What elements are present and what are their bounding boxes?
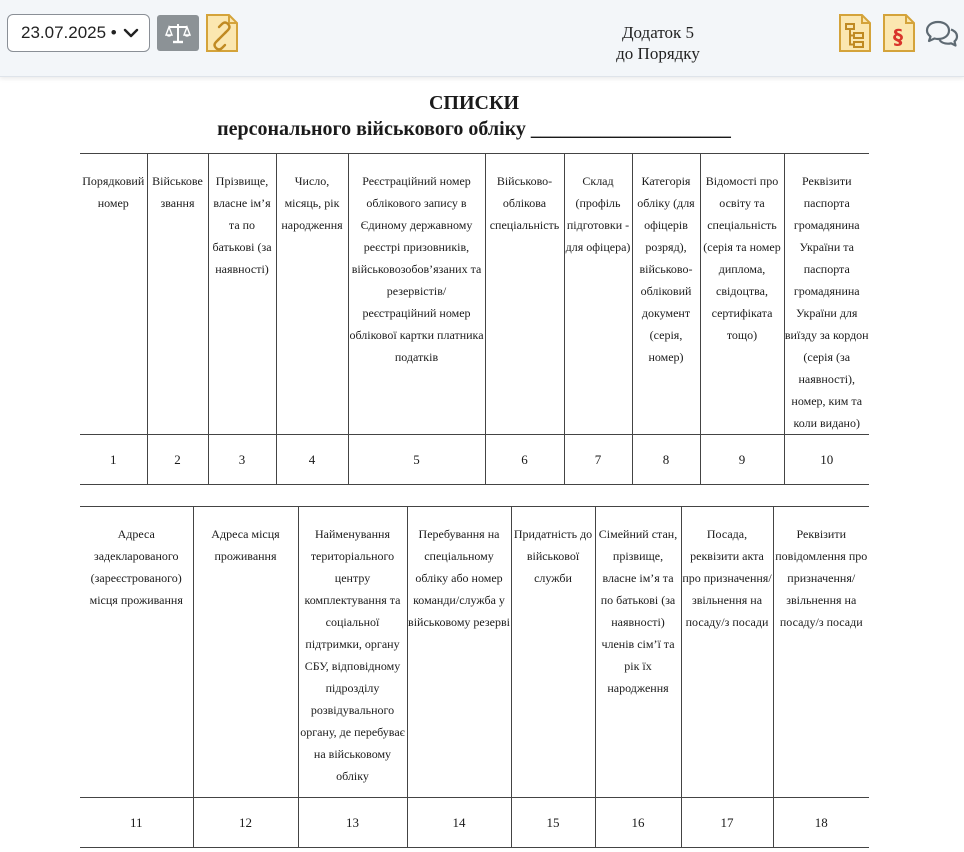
column-header: Військове звання <box>147 154 208 435</box>
chevron-down-icon <box>122 24 140 42</box>
column-header: Прізвище, власне ім’я та по батькові (за наявності) <box>208 154 276 435</box>
appendix-reference <box>560 22 756 64</box>
document-subtitle: персонального військового обліку ____________________ <box>217 118 731 140</box>
table-header-row <box>80 154 869 435</box>
column-number: 8 <box>632 435 700 485</box>
document-title: СПИСКИ <box>428 92 520 114</box>
column-number: 15 <box>511 798 595 848</box>
column-header: Порядковий номер <box>80 154 147 435</box>
column-number: 14 <box>407 798 511 848</box>
column-number: 5 <box>348 435 485 485</box>
column-header: Відомості про освіту та спеціальність (серія та номер диплома, свідоцтва, сертифіката тощо) <box>700 154 784 435</box>
column-number: 13 <box>298 798 407 848</box>
column-number: 9 <box>700 435 784 485</box>
register-table-part-1 <box>80 153 869 485</box>
column-number: 1 <box>80 435 147 485</box>
column-number: 2 <box>147 435 208 485</box>
column-header: Категорія обліку (для офіцерів розряд), військово-обліковий документ (серія, номер) <box>632 154 700 435</box>
column-header: Посада, реквізити акта про призначення/ звільнення на посаду/з посади <box>681 507 773 798</box>
column-number: 4 <box>276 435 348 485</box>
scale-icon <box>165 21 191 45</box>
column-header: Військово-облікова спеціальність <box>485 154 564 435</box>
column-number: 16 <box>595 798 681 848</box>
structure-tree-document-icon[interactable] <box>838 13 872 53</box>
scale-button[interactable] <box>157 15 199 51</box>
column-header: Сімейний стан, прізвище, власне ім’я та по батькові (за наявності) членів сім’ї та рік їх народження <box>595 507 681 798</box>
link-document-icon[interactable] <box>205 13 239 53</box>
column-header: Адреса задекларованого (зареєстрованого) місця проживання <box>80 507 193 798</box>
toolbar <box>0 0 964 77</box>
appendix-line-2: до Порядку <box>616 44 700 63</box>
column-number: 11 <box>80 798 193 848</box>
column-header: Адреса місця проживання <box>193 507 298 798</box>
column-number: 6 <box>485 435 564 485</box>
register-table-part-2 <box>80 506 869 848</box>
column-number: 18 <box>773 798 869 848</box>
column-number: 17 <box>681 798 773 848</box>
svg-text:§: § <box>893 25 903 49</box>
table-header-row <box>80 507 869 798</box>
column-header: Склад (профіль підготовки - для офіцера) <box>564 154 632 435</box>
column-header: Реєстраційний номер облікового запису в Єдиному державному реєстрі призовників, військовозобов’язаних та резервістів/ реєстраційний номер облікової картки платника податків <box>348 154 485 435</box>
column-number-row <box>80 798 869 848</box>
column-number: 10 <box>784 435 869 485</box>
column-header: Найменування територіального центру комплектування та соціальної підтримки, органу СБУ, відповідному підрозділу розвідувального органу, де перебуває на військовому обліку <box>298 507 407 798</box>
appendix-line-1: Додаток 5 <box>621 23 695 42</box>
edition-date-select[interactable] <box>7 14 150 52</box>
column-number-row <box>80 435 869 485</box>
column-header: Придатність до військової служби <box>511 507 595 798</box>
chat-bubbles-icon[interactable] <box>925 20 959 48</box>
column-number: 7 <box>564 435 632 485</box>
paragraph-document-icon[interactable] <box>882 13 916 53</box>
edition-date-value: 23.07.2025 • <box>21 23 117 42</box>
column-header: Реквізити повідомлення про призначення/ звільнення на посаду/з посади <box>773 507 869 798</box>
column-header: Перебування на спеціальному обліку або номер команди/служба у військовому резерві <box>407 507 511 798</box>
column-number: 3 <box>208 435 276 485</box>
column-header: Число, місяць, рік народження <box>276 154 348 435</box>
column-header: Реквізити паспорта громадянина України та паспорта громадянина України для виїзду за кордон (серія (за наявності), номер, ким та коли видано) <box>784 154 869 435</box>
column-number: 12 <box>193 798 298 848</box>
